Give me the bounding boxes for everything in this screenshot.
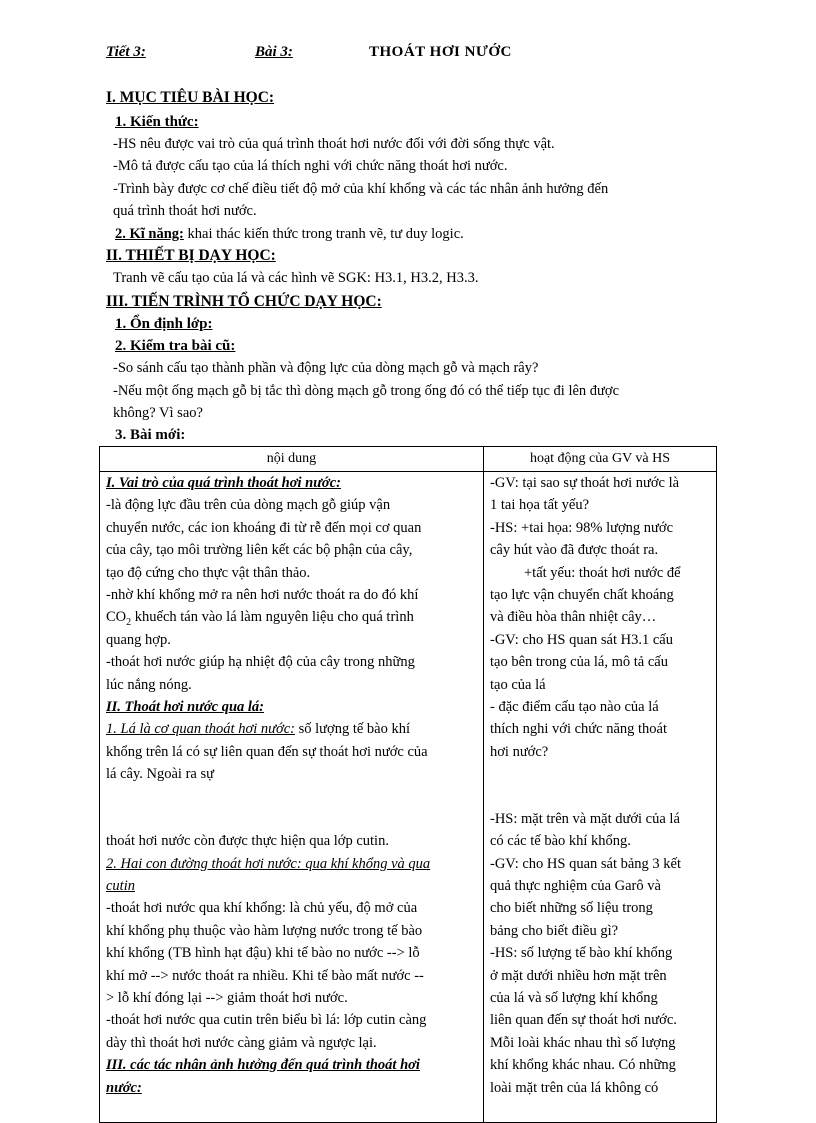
activity-line: -HS: mặt trên và mặt dưới của lá xyxy=(490,811,680,827)
activity-line: cây hút vào đã được thoát ra. xyxy=(490,542,659,558)
activity-line: tạo bên trong của lá, mô tả cấu xyxy=(490,654,668,670)
skills-line xyxy=(115,226,464,243)
column-header-content: nội dung xyxy=(100,447,484,472)
knowledge-line: -Mô tả được cấu tạo của lá thích nghi với chức năng thoát hơi nước. xyxy=(113,158,508,174)
activity-line: khí khổng khác nhau. Có những xyxy=(490,1057,676,1073)
activity-line: +tất yếu: thoát hơi nước để xyxy=(524,565,681,581)
activity-line: của lá và số lượng khí khổng xyxy=(490,990,658,1006)
activity-line: cho biết những số liệu trong xyxy=(490,900,653,916)
knowledge-heading: 1. Kiến thức: xyxy=(115,114,199,130)
co2-rest: khuếch tán vào lá làm nguyên liệu cho quá trình xyxy=(131,609,414,625)
activity-cell xyxy=(484,472,717,1123)
activity-line: -GV: cho HS quan sát H3.1 cấu xyxy=(490,632,673,648)
activity-line: bảng cho biết điều gì? xyxy=(490,923,619,939)
activity-line: hơi nước? xyxy=(490,744,549,760)
section-equipment-heading: II. THIẾT BỊ DẠY HỌC: xyxy=(106,247,276,264)
content-cell xyxy=(100,472,484,1123)
column-header-activity: hoạt động của GV và HS xyxy=(484,447,717,472)
lesson-table xyxy=(99,446,717,1123)
skills-heading: 2. Kĩ năng: xyxy=(115,226,184,242)
activity-line: 1 tai họa tất yếu? xyxy=(490,497,590,513)
content-line: lá cây. Ngoài ra sự xyxy=(106,766,214,782)
content-line: > lỗ khí đóng lại --> giảm thoát hơi nước. xyxy=(106,990,348,1006)
content-line: -nhờ khí khổng mở ra nên hơi nước thoát ra do đó khí xyxy=(106,587,419,603)
activity-line: -GV: tại sao sự thoát hơi nước là xyxy=(490,475,680,491)
co2-text: CO xyxy=(106,609,127,625)
two-paths-title-cont: cutin xyxy=(106,878,135,894)
section-objectives-heading: I. MỤC TIÊU BÀI HỌC: xyxy=(106,89,275,106)
activity-line: -GV: cho HS quan sát bảng 3 kết xyxy=(490,856,682,872)
content-line: chuyển nước, các ion khoáng đi từ rễ đến mọi cơ quan xyxy=(106,520,422,536)
activity-line: tạo của lá xyxy=(490,677,546,693)
leaf-organ-rest: số lượng tế bào khí xyxy=(295,721,411,737)
activity-line: liên quan đến sự thoát hơi nước. xyxy=(490,1012,677,1028)
skills-text: khai thác kiến thức trong tranh vẽ, tư duy logic. xyxy=(183,226,464,242)
activity-line: Mỗi loài khác nhau thì số lượng xyxy=(490,1035,676,1051)
content-heading-factors-cont: nước: xyxy=(106,1080,142,1096)
content-line: tạo độ cứng cho thực vật thân thảo. xyxy=(106,565,311,581)
knowledge-line: -HS nêu được vai trò của quá trình thoát hơi nước đối với đời sống thực vật. xyxy=(113,136,555,152)
check-heading: 2. Kiểm tra bài cũ: xyxy=(115,338,236,354)
section-process-heading: III. TIẾN TRÌNH TỔ CHỨC DẠY HỌC: xyxy=(106,293,382,310)
content-heading-factors: III. các tác nhân ảnh hưởng đến quá trình thoát hơi xyxy=(106,1057,420,1073)
activity-line: loài mặt trên của lá không có xyxy=(490,1080,659,1096)
content-heading-role: I. Vai trò của quá trình thoát hơi nước: xyxy=(106,475,341,491)
check-line: -Nếu một ống mạch gỗ bị tắc thì dòng mạch gỗ trong ống đó có thể tiếp tục đi lên được xyxy=(113,383,619,399)
content-heading-leaf: II. Thoát hơi nước qua lá: xyxy=(106,699,264,715)
table-header-row xyxy=(100,447,717,472)
content-line: khí khổng (TB hình hạt đậu) khi tế bào no nước --> lỗ xyxy=(106,945,420,961)
content-line: lúc nắng nóng. xyxy=(106,677,192,693)
activity-line: -HS: số lượng tế bào khí khổng xyxy=(490,945,673,961)
co2-subscript: 2 xyxy=(126,616,132,628)
activity-line: và điều hòa thân nhiệt cây… xyxy=(490,609,657,625)
content-line: quang hợp. xyxy=(106,632,171,648)
activity-line: quả thực nghiệm của Garô và xyxy=(490,878,661,894)
leaf-organ-title: 1. Lá là cơ quan thoát hơi nước: xyxy=(106,721,296,737)
content-line: thoát hơi nước còn được thực hiện qua lớp cutin. xyxy=(106,833,389,849)
page-title: THOÁT HƠI NƯỚC xyxy=(369,44,512,60)
activity-line: ở mặt dưới nhiều hơn mặt trên xyxy=(490,968,667,984)
table-row xyxy=(100,472,717,1123)
lesson-label: Bài 3: xyxy=(255,44,293,60)
knowledge-line: -Trình bày được cơ chế điều tiết độ mở của khí khổng và các tác nhân ảnh hưởng đến xyxy=(113,181,609,197)
content-line: khí mở --> nước thoát ra nhiều. Khi tế bào mất nước -- xyxy=(106,968,424,984)
content-line: dày thì thoát hơi nước càng giảm và ngược lại. xyxy=(106,1035,377,1051)
activity-line: tạo lực vận chuyển chất khoáng xyxy=(490,587,674,603)
content-line: -thoát hơi nước giúp hạ nhiệt độ của cây trong những xyxy=(106,654,415,670)
content-line: của cây, tạo môi trường liên kết các bộ phận của cây, xyxy=(106,542,413,558)
activity-line: - đặc điểm cấu tạo nào của lá xyxy=(490,699,659,715)
content-line: -là động lực đầu trên của dòng mạch gỗ giúp vận xyxy=(106,497,391,513)
equipment-text: Tranh vẽ cấu tạo của lá và các hình vẽ SGK: H3.1, H3.2, H3.3. xyxy=(113,270,479,286)
knowledge-line: quá trình thoát hơi nước. xyxy=(113,203,257,219)
period-label: Tiết 3: xyxy=(106,44,146,60)
content-line: khí khổng phụ thuộc vào hàm lượng nước trong tế bào xyxy=(106,923,423,939)
check-line: không? Vì sao? xyxy=(113,405,203,421)
stabilize-heading: 1. Ổn định lớp: xyxy=(115,316,213,332)
content-line-co2 xyxy=(106,609,414,628)
content-line-leaf-organ xyxy=(106,721,410,738)
activity-line: -HS: +tai họa: 98% lượng nước xyxy=(490,520,673,536)
content-line: khổng trên lá có sự liên quan đến sự thoát hơi nước của xyxy=(106,744,428,760)
new-lesson-heading: 3. Bài mới: xyxy=(115,427,186,443)
two-paths-title: 2. Hai con đường thoát hơi nước: qua khí khổng và qua xyxy=(106,856,431,872)
content-line: -thoát hơi nước qua cutin trên biểu bì lá: lớp cutin càng xyxy=(106,1012,427,1028)
check-line: -So sánh cấu tạo thành phần và động lực của dòng mạch gỗ và mạch rây? xyxy=(113,360,539,376)
activity-line: có các tế bào khí khổng. xyxy=(490,833,631,849)
content-line: -thoát hơi nước qua khí khổng: là chủ yếu, độ mở của xyxy=(106,900,418,916)
activity-line: thích nghi với chức năng thoát xyxy=(490,721,668,737)
